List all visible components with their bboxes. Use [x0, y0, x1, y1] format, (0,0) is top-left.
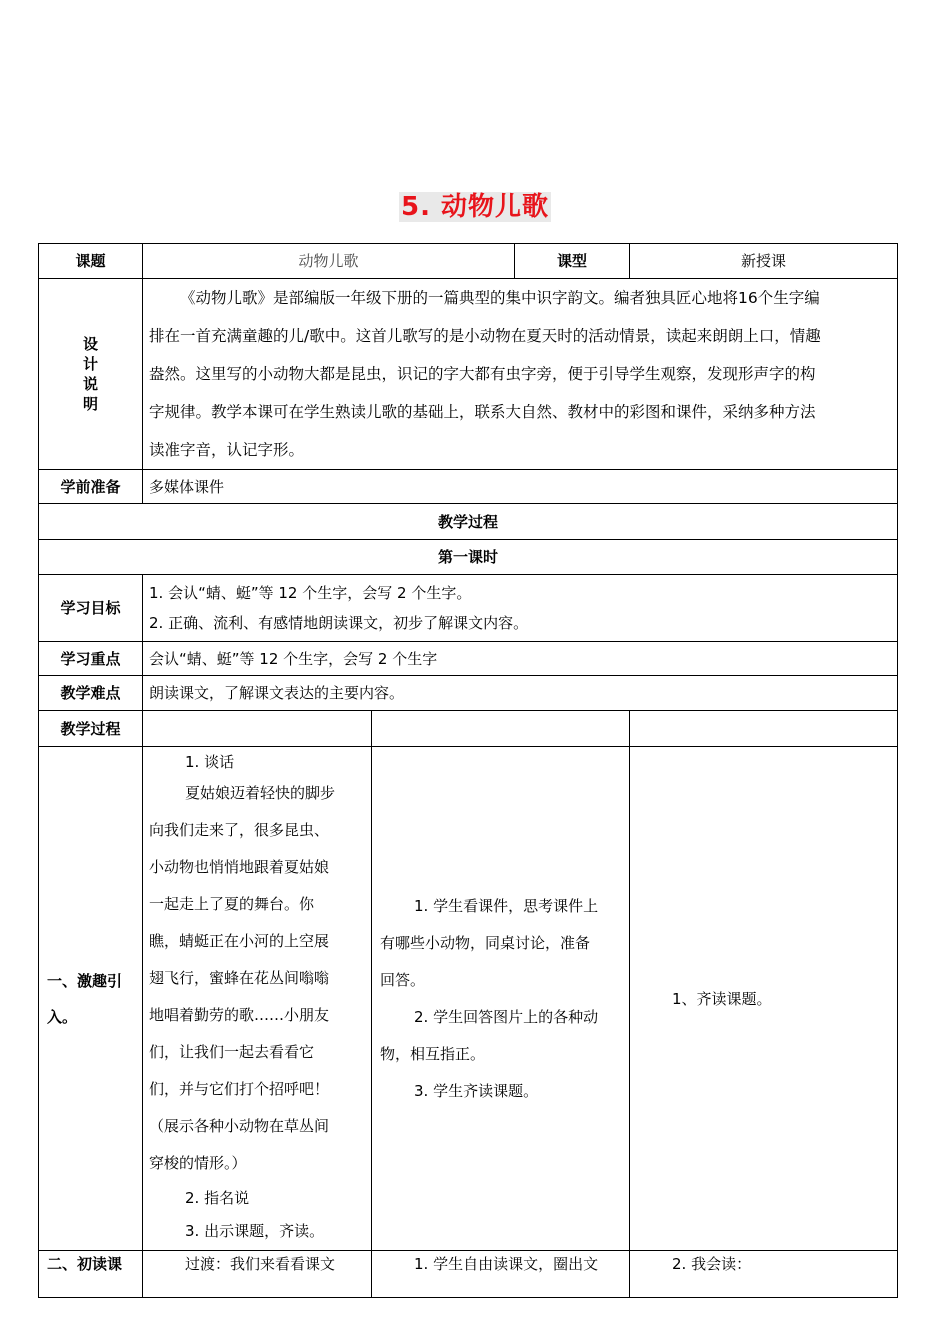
document-title: 5. 动物儿歌	[400, 192, 550, 222]
row-key	[39, 642, 898, 676]
row-process-header	[39, 504, 898, 540]
design-label: 设 计 说 明	[39, 279, 143, 470]
course-type-label: 课型	[515, 244, 630, 279]
row-section2	[39, 1251, 898, 1298]
section2-student: 1. 学生自由读课文，圈出文	[372, 1251, 630, 1298]
process-col-teacher	[143, 711, 372, 747]
section1-teacher: 1. 谈话 夏姑娘迈着轻快的脚步 向我们走来了，很多昆虫、 小动物也悄悄地跟着夏姑娘 一起走上了夏的舞台。你 瞧，蜻蜓正在小河的上空展 翅飞行，蜜蜂在花丛间嗡嗡 地唱着勤劳的歌……小朋友 们，让我们一起去看看它 们，并与它们打个招呼吧！ （展示各种小动物在草丛间 穿梭的情形。） 2. 指名说 3. 出示课题，齐读。	[143, 747, 372, 1251]
goals-list	[143, 575, 898, 642]
section1-note: 1、齐读课题。	[630, 747, 898, 1251]
key-value: 会认“蜻、蜓”等 12 个生字，会写 2 个生字	[143, 642, 898, 676]
lesson-header: 第一课时	[39, 540, 898, 575]
prep-label: 学前准备	[39, 470, 143, 504]
row-process-columns	[39, 711, 898, 747]
process-col-note	[630, 711, 898, 747]
key-label: 学习重点	[39, 642, 143, 676]
row-design	[39, 279, 898, 470]
process-col-student	[372, 711, 630, 747]
row-goals	[39, 575, 898, 642]
difficulty-value: 朗读课文，了解课文表达的主要内容。	[143, 676, 898, 711]
row-prep	[39, 470, 898, 504]
goal-item: 1. 会认“蜻、蜓”等 12 个生字，会写 2 个生字。	[149, 584, 472, 602]
section1-student: 1. 学生看课件，思考课件上 有哪些小动物，同桌讨论，准备 回答。 2. 学生回答图片上的各种动 物，相互指正。 3. 学生齐读课题。	[372, 747, 630, 1251]
process-row-label: 教学过程	[39, 711, 143, 747]
goal-item: 2. 正确、流利、有感情地朗读课文，初步了解课文内容。	[149, 614, 529, 632]
difficulty-label: 教学难点	[39, 676, 143, 711]
section2-teacher: 过渡：我们来看看课文	[143, 1251, 372, 1298]
row-lesson-header	[39, 540, 898, 575]
course-value: 动物儿歌	[143, 244, 515, 279]
course-label: 课题	[39, 244, 143, 279]
section1-label: 一、激趣引 入。	[39, 747, 143, 1251]
row-difficulty	[39, 676, 898, 711]
goals-label: 学习目标	[39, 575, 143, 642]
section2-label: 二、初读课	[39, 1251, 143, 1298]
row-course	[39, 244, 898, 279]
process-header: 教学过程	[39, 504, 898, 540]
design-text: 《动物儿歌》是部编版一年级下册的一篇典型的集中识字韵文。编者独具匠心地将16个生字编 排在一首充满童趣的儿/歌中。这首儿歌写的是小动物在夏天时的活动情景，读起来朗朗上口，情趣 盎然。这里写的小动物大都是昆虫，识记的字大都有虫字旁，便于引导学生观察，发现形声字的构 字规律。教学本课可在学生熟读儿歌的基础上，联系大自然、教材中的彩图和课件，采纳多种方法 读准字音，认记字形。	[143, 279, 898, 470]
row-section1	[39, 747, 898, 1251]
course-type-value: 新授课	[630, 244, 898, 279]
lesson-plan-table	[38, 243, 898, 1298]
prep-value: 多媒体课件	[143, 470, 898, 504]
section2-note: 2. 我会读：	[630, 1251, 898, 1298]
